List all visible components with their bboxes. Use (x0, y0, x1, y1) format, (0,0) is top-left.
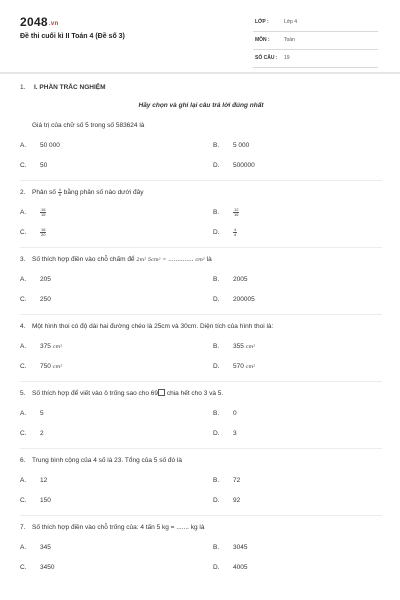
option-d[interactable]: D. $\frac{4}{4}$ (213, 226, 237, 237)
options-row (20, 491, 382, 511)
header-divider (0, 72, 400, 74)
options-row (20, 558, 382, 578)
options-row (20, 136, 382, 156)
question-text: Trung bình cộng của 4 số là 23. Tổng của 5 số đó là (32, 457, 182, 464)
question-text: Phân số $\frac{4}{5}$ bằng phân số nào dưới đây (32, 186, 144, 197)
option-d[interactable]: D. 200005 (213, 296, 255, 303)
question-divider (20, 515, 382, 516)
meta-class: LỚP : Lớp 4 (253, 14, 378, 32)
option-d[interactable]: D. 92 (213, 497, 241, 504)
options-row (20, 337, 382, 357)
question-5: 5. Số thích hợp để viết vào ô trống sao cho 69 chia hết cho 3 và 5. A. 5 B. 0 C. 2 D. 3 (20, 384, 382, 444)
question-divider (20, 314, 382, 315)
question-text: Số thích hợp để viết vào ô trống sao cho 69 chia hết cho 3 và 5. (32, 390, 224, 397)
options-row (20, 290, 382, 310)
option-c[interactable]: C. 2 (20, 430, 44, 437)
option-c[interactable]: C. 50 (20, 162, 48, 169)
option-d[interactable]: D. 3 (213, 430, 237, 437)
question-text: Số thích hợp điền vào chỗ trống của: 4 tấn 5 kg = ....... kg là (32, 524, 205, 531)
question-text: Một hình thoi có độ dài hai đường chéo là 25cm và 30cm. Diện tích của hình thoi là: (32, 323, 274, 330)
option-d[interactable]: D. 4005 (213, 564, 248, 571)
option-c[interactable]: C. $\frac{16}{20}$ (20, 226, 46, 237)
page-header (0, 0, 400, 72)
option-d[interactable]: D. 570 cm² (213, 363, 256, 370)
option-b[interactable]: B. 0 (213, 410, 237, 417)
question-3: 3. Số thích hợp điền vào chỗ chấm để 2m² 5cm² = .............. cm² là A. 205 B. 2005 C. 250 D. 200005 (20, 250, 382, 310)
options-row (20, 223, 382, 243)
option-d[interactable]: D. 500000 (213, 162, 255, 169)
blank-box (158, 389, 165, 396)
options-row (20, 538, 382, 558)
option-a[interactable]: A. 12 (20, 477, 48, 484)
question-1 (20, 80, 382, 176)
question-divider (20, 180, 382, 181)
options-row (20, 156, 382, 176)
section-title: 1. I. PHẦN TRẮC NGHIỆM (20, 84, 106, 91)
options-row (20, 270, 382, 290)
option-a[interactable]: A. 345 (20, 544, 51, 551)
options-row (20, 424, 382, 444)
question-text: Số thích hợp điền vào chỗ chấm để 2m² 5cm² = .............. cm² là (32, 256, 212, 263)
exam-meta (253, 14, 378, 68)
option-a[interactable]: A. 50 000 (20, 142, 60, 149)
meta-question-count: SỐ CÂU : 19 (253, 50, 378, 68)
question-divider (20, 448, 382, 449)
option-a[interactable]: A. $\frac{16}{15}$ (20, 206, 46, 217)
options-row (20, 471, 382, 491)
option-c[interactable]: C. 3450 (20, 564, 55, 571)
question-divider (20, 247, 382, 248)
question-2: 2. Phân số $\frac{4}{5}$ bằng phân số nào dưới đây A. $\frac{16}{15}$ B. $\frac{12}{16}$ C. $\frac{16}{20}$ D. $\frac{4}{4}$ (20, 183, 382, 243)
option-c[interactable]: C. 250 (20, 296, 51, 303)
question-text: Giá trị của chữ số 5 trong số 583624 là (32, 122, 145, 129)
options-row (20, 203, 382, 223)
option-a[interactable]: A. 205 (20, 276, 51, 283)
question-divider (20, 381, 382, 382)
option-b[interactable]: B. $\frac{12}{16}$ (213, 206, 239, 217)
option-b[interactable]: B. 2005 (213, 276, 248, 283)
question-7: 7. Số thích hợp điền vào chỗ trống của: 4 tấn 5 kg = ....... kg là A. 345 B. 3045 C. 3450 D. 4005 (20, 518, 382, 578)
option-a[interactable]: A. 5 (20, 410, 44, 417)
option-b[interactable]: B. 355 cm² (213, 343, 256, 350)
question-6: 6. Trung bình cộng của 4 số là 23. Tổng của 5 số đó là A. 12 B. 72 C. 150 D. 92 (20, 451, 382, 511)
section-instruction: Hãy chọn và ghi lại câu trả lời đúng nhất (138, 102, 264, 109)
option-b[interactable]: B. 5 000 (213, 142, 250, 149)
options-row (20, 357, 382, 377)
exam-content (20, 80, 382, 578)
fraction: $\frac{4}{5}$ (58, 186, 61, 197)
option-b[interactable]: B. 3045 (213, 544, 248, 551)
question-4: 4. Một hình thoi có độ dài hai đường chéo là 25cm và 30cm. Diện tích của hình thoi là: A. 375 cm² B. 355 cm² C. 750 cm² D. 570 cm² (20, 317, 382, 377)
option-c[interactable]: C. 750 cm² (20, 363, 63, 370)
exam-title: Đề thi cuối kì II Toán 4 (Đề số 3) (20, 33, 125, 40)
meta-subject: MÔN : Toán (253, 32, 378, 50)
site-logo[interactable]: 2048.vn (20, 15, 59, 29)
option-a[interactable]: A. 375 cm² (20, 343, 63, 350)
option-b[interactable]: B. 72 (213, 477, 241, 484)
option-c[interactable]: C. 150 (20, 497, 51, 504)
options-row (20, 404, 382, 424)
